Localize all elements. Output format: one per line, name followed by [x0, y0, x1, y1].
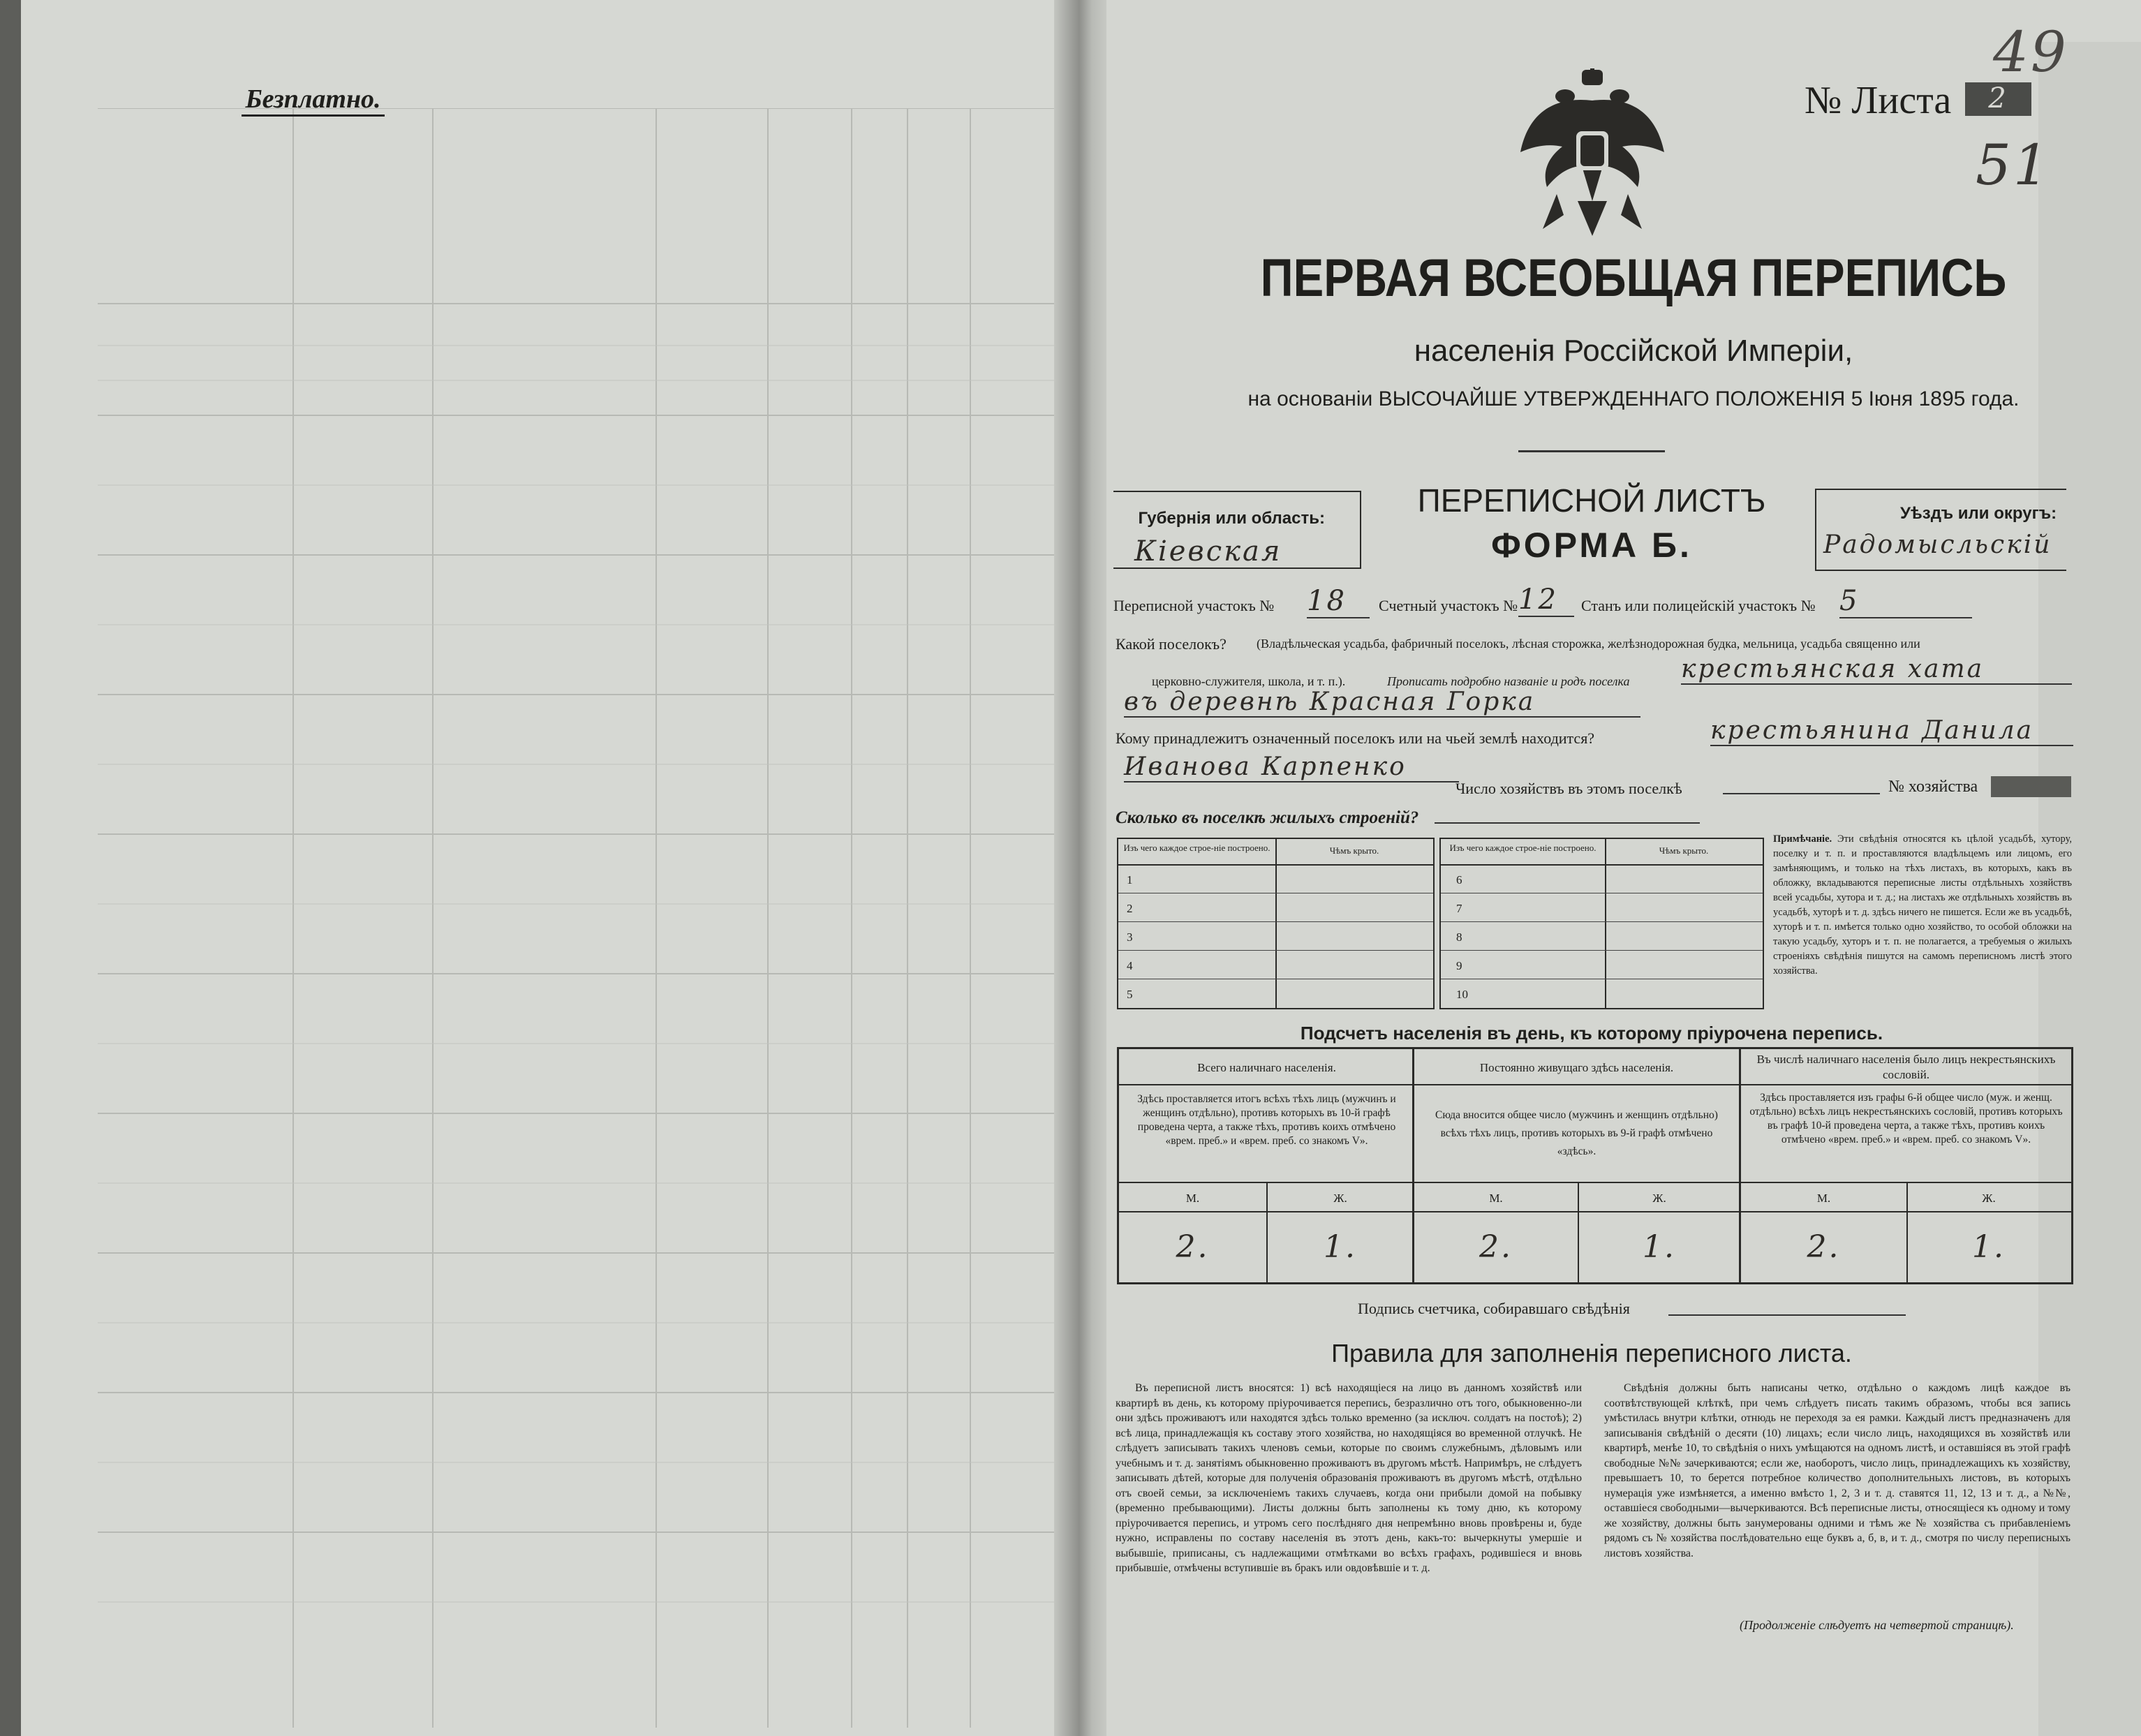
- rules-title: Правила для заполненія переписного листа.: [1331, 1339, 1852, 1367]
- settlement-hint: (Владѣльческая усадьба, фабричный поселокъ, лѣсная сторожка, желѣзнодорожная будка, мельница, усадьба священно или: [1257, 637, 1920, 651]
- settlement-value: крестьянская хата: [1681, 655, 2072, 685]
- uezd-box: [1815, 489, 2066, 571]
- row-number: 4: [1127, 959, 1133, 972]
- count-title: Подсчетъ населенія въ день, къ которому пріурочена перепись.: [1300, 1023, 1883, 1044]
- sheet-number-value: 2: [1965, 82, 2031, 116]
- census-plot-label: Переписной участокъ №: [1113, 597, 1275, 614]
- buildings-table-right: [1439, 838, 1764, 1009]
- stan-value: 5: [1839, 585, 1972, 618]
- settlement-hint-3: Прописать подробно названіе и родъ поселка: [1387, 674, 1630, 688]
- settlement-hint-2: церковно-служителя, школа, и т. п.).: [1152, 674, 1346, 688]
- male-header: М.: [1816, 1192, 1831, 1205]
- row-rule: [1441, 950, 1763, 951]
- nonpeasant-female-value: 1.: [1972, 1229, 2006, 1265]
- title-divider: [1518, 450, 1665, 452]
- permanent-male-value: 2.: [1479, 1229, 1513, 1265]
- census-plot-value: 18: [1307, 585, 1370, 618]
- count-plot-value: 12: [1518, 584, 1574, 617]
- household-number-redaction: [1991, 776, 2071, 797]
- male-header: М.: [1185, 1192, 1200, 1205]
- form-title: ПЕРЕПИСНОЙ ЛИСТЪ: [1417, 482, 1766, 519]
- note-text: Эти свѣдѣнія относятся къ цѣлой усадьбѣ, хутору, поселку и т. п. и проставляются владѣльцемъ или лицомъ, его замѣняющимъ, и только на тѣхъ листахъ, въ которыхъ, какъ въ обложку, вкладываются переписные листы отдѣльныхъ хозяйствъ всей усадьбы, хутора и т. д.; на листахъ же отдѣльныхъ хозяйствъ въ усадьбѣ, хуторѣ и т. д. здѣсь ничего не пишется. Если же въ усадьбѣ, хуторѣ и т. п. имѣется только одно хозяйство, то особой обложки на такую усадьбу, хуторъ и т. п. не полагается, а требуемыя о жилыхъ строеніяхъ свѣдѣнія пишутся на самомъ переписномъ листѣ этого хозяйства.: [1773, 833, 2073, 977]
- row-number: 1: [1127, 873, 1133, 886]
- households-blank: [1723, 793, 1880, 794]
- archive-folio-bottom: 51: [1976, 133, 2051, 198]
- head-rule: [1119, 1084, 1414, 1085]
- settlement-label: Какой поселокъ?: [1116, 635, 1227, 653]
- form-subtitle: ФОРМА Б.: [1491, 526, 1692, 565]
- count-plot-label: Счетный участокъ №: [1379, 597, 1518, 614]
- buildings-note: [1773, 832, 2072, 979]
- female-header: Ж.: [1333, 1192, 1347, 1205]
- count-col-nonpeasant-head: Въ числѣ наличнаго населенія было лицъ некрестьянскихъ сословій.: [1756, 1053, 2056, 1081]
- col-material-header: Изъ чего каждое строе-ніе построено.: [1449, 843, 1597, 853]
- count-col-permanent-head: Постоянно живущаго здѣсь населенія.: [1479, 1061, 1674, 1074]
- header-rule: [1441, 864, 1763, 866]
- uezd-value: Радомысльскій: [1823, 531, 2052, 559]
- total-female-value: 1.: [1324, 1229, 1357, 1265]
- header-rule: [1118, 864, 1433, 866]
- free-label: Безплатно.: [242, 84, 385, 117]
- female-header: Ж.: [1652, 1192, 1666, 1205]
- count-col-permanent-desc: Сюда вносится общее число (мужчинъ и женщинъ отдѣльно) всѣхъ тѣхъ лицъ, противъ которыхъ въ 9-й графѣ отмѣчено «здѣсь».: [1435, 1109, 1718, 1157]
- owner-label: Кому принадлежитъ означенный поселокъ или на чьей землѣ находится?: [1116, 729, 1595, 747]
- signature-blank: [1668, 1314, 1906, 1316]
- census-basis: на основаніи ВЫСОЧАЙШЕ УТВЕРЖДЕННАГО ПОЛОЖЕНІЯ 5 Іюня 1895 года.: [1247, 387, 2020, 410]
- owner-value: крестьянина Данила: [1710, 716, 2073, 746]
- row-number: 6: [1456, 873, 1462, 886]
- row-rule: [1118, 921, 1433, 922]
- buildings-label: Сколько въ поселкѣ жилыхъ строеній?: [1116, 808, 1419, 827]
- sheet-number-label: № Листа: [1805, 79, 1952, 122]
- row-number: 10: [1456, 988, 1468, 1001]
- row-number: 9: [1456, 959, 1462, 972]
- female-header: Ж.: [1982, 1192, 1996, 1205]
- stan-label: Станъ или полицейскій участокъ №: [1581, 597, 1816, 614]
- row-number: 7: [1456, 902, 1462, 915]
- buildings-blank: [1435, 822, 1700, 824]
- col-material-header: Изъ чего каждое строе-ніе построено.: [1123, 843, 1270, 853]
- rules-continued: (Продолженіе слѣдуетъ на четвертой страницѣ).: [1740, 1618, 2014, 1632]
- row-number: 2: [1127, 902, 1133, 915]
- households-label: Число хозяйствъ въ этомъ поселкѣ: [1455, 780, 1682, 797]
- col-roof-header: Чѣмъ крыто.: [1329, 845, 1379, 856]
- row-number: 8: [1456, 930, 1462, 944]
- row-number: 5: [1127, 988, 1133, 1001]
- population-count-table: [1117, 1047, 2073, 1284]
- gubernia-label: Губернія или область:: [1138, 509, 1325, 528]
- total-male-value: 2.: [1176, 1229, 1210, 1265]
- buildings-table-left: [1117, 838, 1435, 1009]
- nonpeasant-male-value: 2.: [1807, 1229, 1841, 1265]
- signature-label: Подпись счетчика, собиравшаго свѣдѣнія: [1358, 1300, 1630, 1317]
- rules-right-column: Свѣдѣнія должны быть написаны четко, отдѣльно о каждомъ лицѣ каждое въ соотвѣтствующей клѣткѣ, при чемъ слѣдуетъ писать такимъ образомъ, чтобы вся запись умѣстилась внутри клѣтки, отнюдь не переходя за ея рамки. Каждый листъ предназначенъ для записыванія свѣдѣній о десяти (10) лицахъ; если число лицъ, находящихся въ хозяйствѣ или квартирѣ, менѣе 10, то свѣдѣнія о нихъ умѣщаются на одномъ листѣ, и оставшіяся въ этой графѣ свободные №№ зачеркиваются; если же, наоборотъ, число лицъ, принадлежащихъ къ хозяйству, превышаетъ 10, то берется потребное количество дополнительныхъ листовъ, въ которыхъ нумерація уже измѣняется, а именно вмѣсто 1, 2, 3 и т. д. ставятся 11, 12, 13 и т. д., а №№, оставшіеся свободными—вычеркиваются. Всѣ переписные листы, относящіеся къ одному и тому же хозяйству, должны быть занумерованы одними и тѣмъ же № хозяйства съ прибавленіемъ рядомъ съ № хозяйства послѣдовательно еще буквъ а, б, в, и т. д., смотря по числу переписныхъ листовъ хозяйства.: [1604, 1382, 2070, 1559]
- owner-value-2: Иванова Карпенко: [1124, 752, 1459, 782]
- row-number: 3: [1127, 930, 1133, 944]
- archive-folio-top: 49: [1993, 20, 2068, 84]
- count-col-nonpeasant-desc: Здѣсь проставляется изъ графы 6-й общее число (муж. и женщ. отдѣльно) всѣхъ лицъ некрестьянскихъ сословій, противъ которыхъ въ графѣ 10-й проведена черта, а также тѣхъ, противъ коихъ отмѣчено «врем. преб.» и «врем. преб. со знакомъ V».: [1749, 1092, 2063, 1145]
- col-roof-header: Чѣмъ крыто.: [1659, 845, 1709, 856]
- settlement-value-2: въ деревнѣ Красная Горка: [1124, 688, 1640, 718]
- head-rule: [1741, 1084, 2071, 1085]
- count-col-total-desc: Здѣсь проставляется итогъ всѣхъ тѣхъ лицъ (мужчинъ и женщинъ отдѣльно), противъ которыхъ въ 10-й графѣ проведена черта, а также тѣхъ, противъ коихъ отмѣчено «врем. преб.» и «врем. преб. со знакомъ V».: [1137, 1093, 1396, 1147]
- rules-left-column: Въ переписной листъ вносятся: 1) всѣ находящіеся на лицо въ данномъ хозяйствѣ или квартирѣ въ день, къ которому пріурочивается перепись, безразлично отъ того, обыкновенно-ли они здѣсь проживаютъ или находятся здѣсь только временно (за исключ. солдатъ на постоѣ); 2) всѣ лица, принадлежащія къ составу этого хозяйства, но находящіяся во временной отлучкѣ. Не слѣдуетъ записывать такихъ членовъ семьи, которые по своимъ служебнымъ, дѣловымъ или учебнымъ и т. д. занятіямъ обыкновенно проживаютъ въ другомъ мѣстѣ. Напримѣръ, не слѣдуетъ записывать дѣтей, которые для полученія образованія проживаютъ въ другомъ мѣстѣ, отдѣльно отъ своей семьи, за исключеніемъ такихъ случаевъ, когда они прибыли домой на побывку (временно пребывающими). Листы должны быть заполнены къ тому дню, къ которому пріурочивается перепись, и утромъ сего послѣдняго дня непремѣнно вновь провѣрены и, буде нужно, исправлены по составу населенія въ этотъ день, какъ-то: вычеркнуты умершіе и выбывшіе, приписаны, съ надлежащими отмѣтками во всѣхъ графахъ, родившіеся и вновь прибывшіе, отмѣчены вступившіе въ бракъ или овдовѣвшіе и т. д.: [1116, 1382, 1582, 1574]
- head-rule: [1414, 1084, 1739, 1085]
- census-subtitle: населенія Россійской Имперіи,: [1414, 334, 1853, 368]
- census-title: ПЕРВАЯ ВСЕОБЩАЯ ПЕРЕПИСЬ: [1260, 248, 2007, 308]
- gubernia-value: Кіевская: [1134, 535, 1282, 567]
- male-header: М.: [1489, 1192, 1503, 1205]
- gubernia-box: [1113, 491, 1361, 569]
- note-lead: Примѣчаніе.: [1773, 833, 1832, 845]
- household-number-label: № хозяйства: [1888, 778, 1978, 796]
- uezd-label: Уѣздъ или округъ:: [1900, 504, 2057, 523]
- bleed-through-grid: [98, 108, 1061, 1728]
- double-headed-eagle-emblem: [1515, 68, 1670, 236]
- mf-value-rule: [1119, 1211, 2071, 1212]
- permanent-female-value: 1.: [1643, 1229, 1676, 1265]
- count-col-total-head: Всего наличнаго населенія.: [1197, 1061, 1336, 1074]
- row-rule: [1441, 921, 1763, 922]
- row-rule: [1118, 950, 1433, 951]
- mf-header-rule: [1119, 1182, 2071, 1183]
